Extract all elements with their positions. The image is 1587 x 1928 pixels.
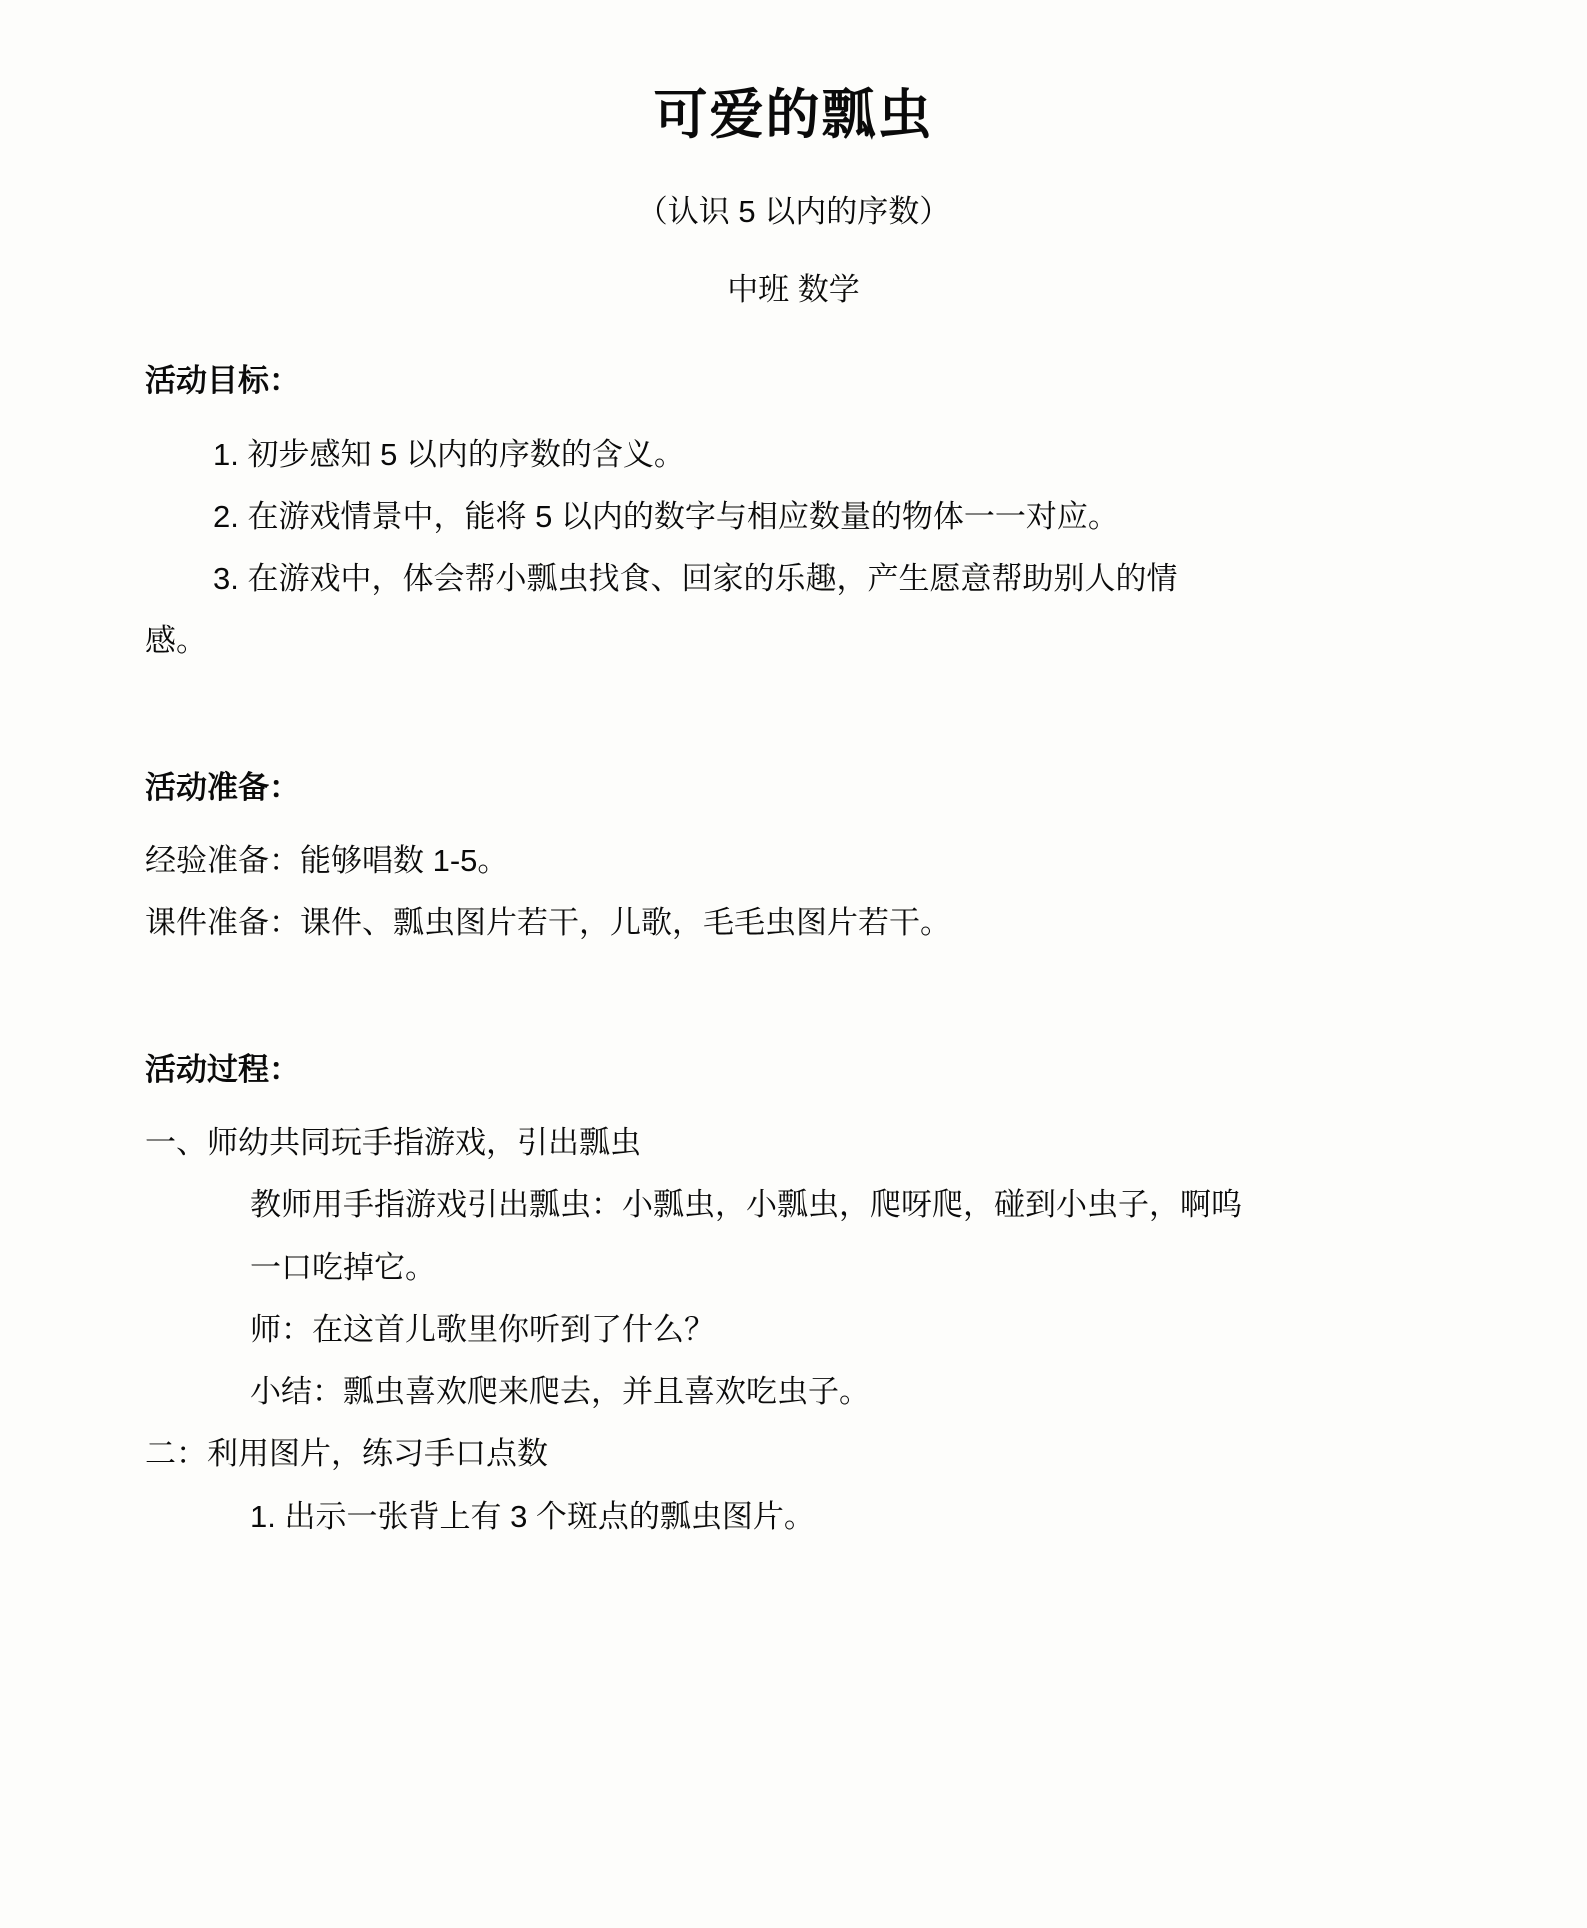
page-subtitle: （认识 5 以内的序数） [636, 193, 951, 229]
spacer [135, 949, 1452, 1045]
page-meta-grade-subject: 中班 数学 [727, 271, 860, 307]
spacer [135, 1355, 1452, 1367]
spacer [135, 542, 1452, 554]
spacer [135, 1293, 1452, 1305]
process-step-one-summary: 小结：瓢虫喜欢爬来爬去，并且喜欢吃虫子。 [250, 1374, 870, 1410]
section-heading-objectives: 活动目标： [145, 363, 300, 399]
process-step-one-title: 一、师幼共同玩手指游戏，引出瓢虫 [145, 1125, 641, 1161]
spacer [135, 886, 1452, 898]
spacer [135, 604, 1452, 616]
process-step-one-line-a: 教师用手指游戏引出瓢虫：小瓢虫，小瓢虫，爬呀爬，碰到小虫子，啊呜 [250, 1187, 1242, 1223]
spacer [135, 812, 1452, 836]
section-heading-preparation: 活动准备： [145, 769, 300, 805]
objective-item-3: 3. 在游戏中，体会帮小瓢虫找食、回家的乐趣，产生愿意帮助别人的情 [213, 561, 1178, 597]
objective-item-1: 1. 初步感知 5 以内的序数的含义。 [213, 436, 685, 472]
spacer [135, 480, 1452, 492]
objective-item-3-continued: 感。 [145, 623, 207, 659]
spacer [135, 1417, 1452, 1429]
process-step-two-title: 二：利用图片，练习手口点数 [145, 1436, 548, 1472]
spacer [135, 1094, 1452, 1118]
spacer [135, 310, 1452, 356]
spacer [135, 406, 1452, 430]
section-heading-process: 活动过程： [145, 1051, 300, 1087]
preparation-experience: 经验准备：能够唱数 1-5。 [145, 843, 509, 879]
preparation-courseware: 课件准备：课件、瓢虫图片若干，儿歌，毛毛虫图片若干。 [145, 905, 951, 941]
spacer [135, 1231, 1452, 1243]
spacer [135, 1480, 1452, 1492]
page-title: 可爱的瓢虫 [653, 85, 934, 145]
objective-item-2: 2. 在游戏情景中，能将 5 以内的数字与相应数量的物体一一对应。 [213, 498, 1119, 534]
process-step-one-teacher-question: 师：在这首儿歌里你听到了什么？ [250, 1311, 715, 1347]
process-step-two-item-1: 1. 出示一张背上有 3 个斑点的瓢虫图片。 [250, 1498, 815, 1534]
process-step-one-line-b: 一口吃掉它。 [250, 1249, 436, 1285]
spacer [135, 1168, 1452, 1180]
spacer [135, 667, 1452, 763]
